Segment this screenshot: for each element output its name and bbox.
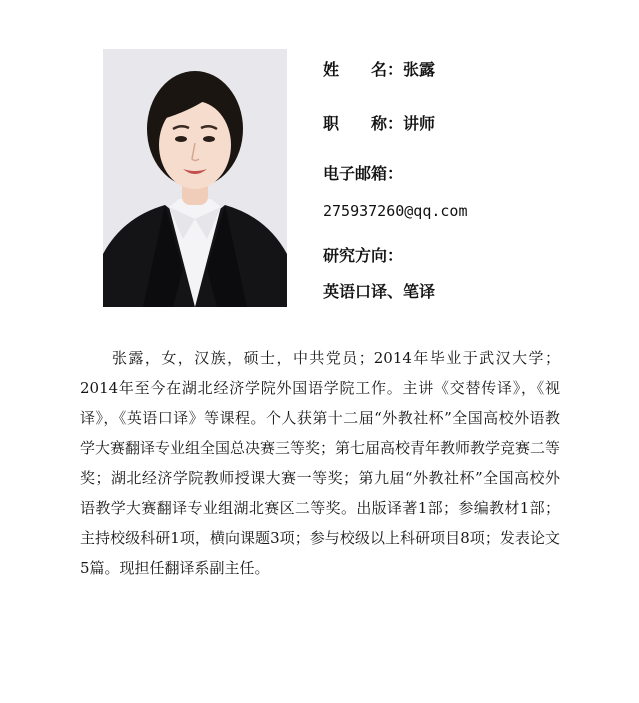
name-value: 张露 bbox=[403, 60, 436, 79]
title-row bbox=[323, 114, 435, 134]
email-label: 电子邮箱： bbox=[323, 164, 404, 183]
name-label: 姓 名： bbox=[323, 60, 404, 79]
name-row bbox=[323, 60, 435, 80]
biography-paragraph: 张露，女，汉族，硕士，中共党员；2014年毕业于武汉大学；2014年至今在湖北经济学院外国语学院工作。主讲《交替传译》，《视译》，《英语口译》等课程。个人获第十二届“外教社杯”全国高校外语教学大赛翻译专业组全国总决赛三等奖；第七届高校青年教师教学竞赛二等奖；湖北经济学院教师授课大赛一等奖；第九届“外教社杯”全国高校外语教学大赛翻译专业组湖北赛区二等奖。出版译著1部；参编教材1部；主持校级科研1项，横向课题3项；参与校级以上科研项目8项；发表论文5篇。现担任翻译系副主任。 bbox=[80, 349, 561, 577]
research-value: 英语口译、笔译 bbox=[323, 282, 436, 301]
email-value: 275937260@qq.com bbox=[323, 202, 468, 220]
research-label: 研究方向： bbox=[323, 246, 404, 265]
portrait-illustration bbox=[103, 49, 287, 307]
title-value: 讲师 bbox=[403, 114, 436, 133]
title-label: 职 称： bbox=[323, 114, 404, 133]
portrait-photo bbox=[103, 49, 287, 307]
profile-info bbox=[323, 0, 623, 320]
